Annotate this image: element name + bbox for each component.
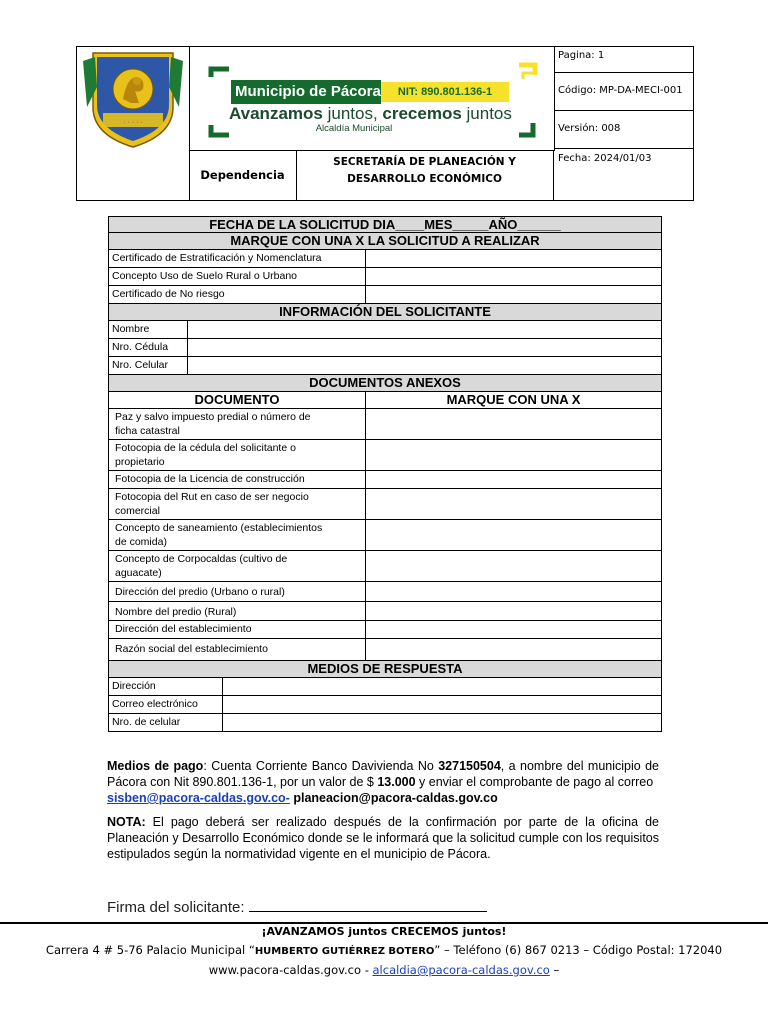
document-date: Fecha: 2024/01/03 [558, 153, 652, 164]
documento-row[interactable] [108, 440, 662, 471]
col-documento: DOCUMENTO [109, 392, 366, 408]
alcaldia-email-link[interactable]: alcaldia@pacora-caldas.gov.co [372, 963, 550, 977]
medio-row[interactable] [108, 696, 662, 714]
documento-row[interactable] [108, 489, 662, 520]
svg-text:· · · · ·: · · · · · [123, 119, 143, 126]
medios-de-pago-paragraph: Medios de pago: Cuenta Corriente Banco Davivienda No 327150504, a nombre del municipio de Pácora con Nit 890.801.136-1, por un valor de $ 13.000 y enviar el comprobante de pago al correo sisben@pacora-caldas.gov.co- planeacion@pacora-caldas.gov.co [107, 759, 660, 805]
document-header [76, 46, 694, 201]
request-form [108, 216, 662, 732]
logo-nit: NIT: 890.801.136-1 [381, 82, 509, 102]
documento-label: Fotocopia de la Licencia de construcción [109, 471, 366, 488]
documento-label: Concepto de saneamiento (establecimientos de comida) [109, 520, 366, 550]
medios-respuesta-heading: MEDIOS DE RESPUESTA [108, 661, 662, 678]
medio-row[interactable] [108, 678, 662, 696]
documento-label: Razón social del establecimiento [109, 639, 366, 660]
municipal-logo [189, 47, 555, 151]
documento-label: Dirección del establecimiento [109, 621, 366, 638]
documento-row[interactable] [108, 602, 662, 621]
logo-slogan: Avanzamos juntos, crecemos juntos [229, 104, 512, 123]
info-field-row[interactable] [108, 321, 662, 339]
documento-row[interactable] [108, 621, 662, 639]
planeacion-email: planeacion@pacora-caldas.gov.co [289, 791, 498, 805]
footer-lema: ¡AVANZAMOS juntos CRECEMOS juntos! [261, 925, 507, 938]
solicitud-row[interactable] [108, 250, 662, 268]
info-field-label: Nro. Cédula [109, 339, 188, 356]
secretaria-name: SECRETARÍA DE PLANEACIÓN Y DESARROLLO ECONÓMICO [296, 150, 554, 200]
firma-solicitante: Firma del solicitante: [107, 897, 487, 916]
documento-label: Concepto de Corpocaldas (cultivo de aguacate) [109, 551, 366, 581]
municipal-shield-icon [77, 47, 189, 200]
solicitud-label: Concepto Uso de Suelo Rural o Urbano [109, 268, 366, 285]
medio-label: Nro. de celular [109, 714, 223, 731]
documento-row[interactable] [108, 409, 662, 440]
info-field-row[interactable] [108, 339, 662, 357]
nota-paragraph: NOTA: El pago deberá ser realizado después de la confirmación por parte de la oficina de Planeación y Desarrollo Económico donde se le informará que la solicitud cumple con los requisitos estipulados según la normatividad vigente en el municipio de Pácora. [107, 815, 659, 861]
footer-divider [0, 922, 768, 924]
page-number: Pagina: 1 [554, 47, 693, 73]
medio-label: Correo electrónico [109, 696, 223, 713]
documento-label: Fotocopia del Rut en caso de ser negocio comercial [109, 489, 366, 519]
documentos-column-header [108, 392, 662, 409]
document-code: Código: MP-DA-MECI-001 [554, 73, 693, 111]
medio-label: Dirección [109, 678, 223, 695]
documento-label: Nombre del predio (Rural) [109, 602, 366, 620]
solicitud-label: Certificado de No riesgo [109, 286, 366, 303]
document-version: Versión: 008 [554, 111, 693, 149]
logo-name: Municipio de Pácora [231, 80, 381, 104]
logo-subtitle: Alcaldía Municipal [315, 123, 393, 134]
documentos-anexos-heading: DOCUMENTOS ANEXOS [108, 375, 662, 392]
footer-contact: www.pacora-caldas.gov.co - alcaldia@pacora-caldas.gov.co – [208, 963, 560, 977]
documento-row[interactable] [108, 551, 662, 582]
info-field-label: Nro. Celular [109, 357, 188, 374]
info-field-row[interactable] [108, 357, 662, 375]
shield-cell [77, 47, 190, 200]
fecha-solicitud-row: FECHA DE LA SOLICITUD DIA____MES_____AÑO______ [108, 216, 662, 233]
dependencia-label: Dependencia [189, 150, 297, 200]
sisben-email-link[interactable]: sisben@pacora-caldas.gov.co- [107, 791, 290, 805]
documento-row[interactable] [108, 520, 662, 551]
solicitud-row[interactable] [108, 286, 662, 304]
documento-label: Fotocopia de la cédula del solicitante o propietario [109, 440, 366, 470]
solicitud-row[interactable] [108, 268, 662, 286]
solicitud-label: Certificado de Estratificación y Nomenclatura [109, 250, 366, 267]
col-marque: MARQUE CON UNA X [446, 392, 581, 407]
documento-row[interactable] [108, 471, 662, 489]
documento-label: Dirección del predio (Urbano o rural) [109, 582, 366, 601]
documento-row[interactable] [108, 639, 662, 661]
info-solicitante-heading: INFORMACIÓN DEL SOLICITANTE [108, 304, 662, 321]
documento-row[interactable] [108, 582, 662, 602]
documento-label: Paz y salvo impuesto predial o número de ficha catastral [109, 409, 366, 439]
info-field-label: Nombre [109, 321, 188, 338]
footer-address: Carrera 4 # 5-76 Palacio Municipal “HUMBERTO GUTIÉRREZ BOTERO” – Teléfono (6) 867 0213 – Código Postal: 172040 [45, 943, 723, 957]
marque-solicitud-heading: MARQUE CON UNA X LA SOLICITUD A REALIZAR [108, 233, 662, 250]
medio-row[interactable] [108, 714, 662, 732]
signature-line[interactable] [249, 897, 487, 912]
